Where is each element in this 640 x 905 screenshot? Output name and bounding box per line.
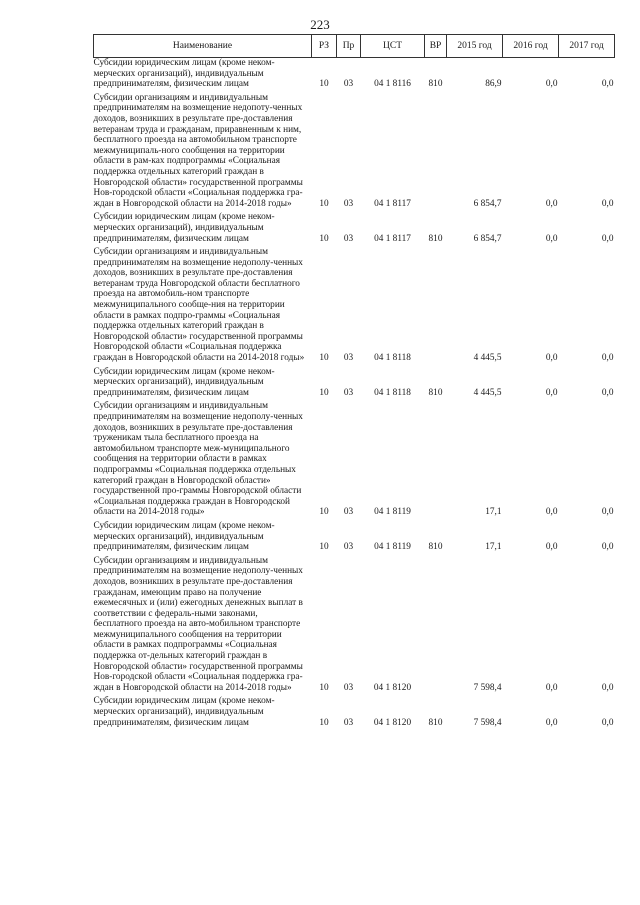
row-vr xyxy=(425,93,447,213)
row-pr: 03 xyxy=(343,717,354,728)
row-2017: 0,0 xyxy=(601,507,614,518)
row-rz: 10 xyxy=(319,198,329,209)
header-2017: 2017 год xyxy=(559,35,615,58)
row-rz: 10 xyxy=(319,682,329,693)
row-2015: 86,9 xyxy=(485,79,502,90)
row-pr: 03 xyxy=(343,79,354,90)
row-cst: 04 1 8117 xyxy=(374,233,411,244)
header-pr: Пр xyxy=(337,35,361,58)
page-number: 223 xyxy=(310,17,330,32)
table-row xyxy=(94,401,615,521)
row-pr: 03 xyxy=(343,233,354,244)
row-2015: 6 854,7 xyxy=(473,233,502,244)
header-rz: РЗ xyxy=(312,35,337,58)
row-2015: 4 445,5 xyxy=(473,353,502,364)
row-2016: 0,0 xyxy=(545,542,558,553)
row-2017: 0,0 xyxy=(601,387,614,398)
header-2015: 2015 год xyxy=(447,35,503,58)
row-2017: 0,0 xyxy=(601,233,614,244)
row-cst: 04 1 8117 xyxy=(374,198,411,209)
row-name: Субсидии организациям и индивидуальным предпринимателям на возмещение недопоту-ченных доходов, возникших в результате пре-доставления ветеранам труда и гражданам, приравненным к ним, бесплатного проезда на автомобильном транспорте межмуниципаль-ного сообщения на территории области в рам-ках подпрограммы «Социальная поддержка отдельных категорий граждан в Новгородской области» государственной программы Нов-городской области «Социальная поддержка гра-ждан в Новгородской области на 2014-2018 годы» xyxy=(93,92,303,209)
row-pr: 03 xyxy=(343,542,354,553)
row-rz: 10 xyxy=(319,353,329,364)
row-2017: 0,0 xyxy=(601,542,614,553)
row-rz: 10 xyxy=(319,233,329,244)
row-2016: 0,0 xyxy=(545,198,558,209)
row-name: Субсидии юридическим лицам (кроме неком-мерческих организаций), индивидуальным предпринимателям, физическим лицам xyxy=(93,520,275,553)
row-2016: 0,0 xyxy=(545,682,558,693)
row-rz: 10 xyxy=(319,717,329,728)
header-vr: ВР xyxy=(425,35,447,58)
row-name: Субсидии юридическим лицам (кроме неком-мерческих организаций), индивидуальным предпринимателям, физическим лицам xyxy=(93,212,275,244)
row-cst: 04 1 8118 xyxy=(374,387,411,398)
row-name: Субсидии юридическим лицам (кроме неком-мерческих организаций), индивидуальным предпринимателям, физическим лицам xyxy=(93,696,275,728)
row-vr: 810 xyxy=(428,717,443,728)
row-2015: 17,1 xyxy=(485,542,502,553)
row-rz: 10 xyxy=(319,79,329,90)
row-rz: 10 xyxy=(319,542,329,553)
row-pr: 03 xyxy=(343,507,354,518)
row-2015: 6 854,7 xyxy=(473,198,502,209)
table-row xyxy=(94,367,615,402)
row-cst: 04 1 8119 xyxy=(374,542,411,553)
row-name: Субсидии юридическим лицам (кроме неком-мерческих организаций), индивидуальным предпринимателям, физическим лицам xyxy=(93,58,275,90)
row-name: Субсидии юридическим лицам (кроме неком-мерческих организаций), индивидуальным предпринимателям, физическим лицам xyxy=(93,366,275,398)
row-cst: 04 1 8118 xyxy=(374,353,411,364)
table-row xyxy=(94,212,615,247)
row-pr: 03 xyxy=(343,353,354,364)
row-2016: 0,0 xyxy=(545,387,558,398)
row-vr xyxy=(425,247,447,367)
table-row xyxy=(94,247,615,367)
header-cst: ЦСТ xyxy=(361,35,425,58)
table-header-row xyxy=(94,35,615,58)
row-cst: 04 1 8116 xyxy=(374,79,411,90)
budget-table xyxy=(93,34,615,731)
table-row xyxy=(94,93,615,213)
row-vr: 810 xyxy=(428,233,443,244)
row-vr: 810 xyxy=(428,79,443,90)
row-vr xyxy=(425,556,447,697)
row-cst: 04 1 8120 xyxy=(373,717,412,728)
row-cst: 04 1 8119 xyxy=(374,507,411,518)
row-pr: 03 xyxy=(343,387,354,398)
row-2015: 7 598,4 xyxy=(473,717,502,728)
row-vr xyxy=(425,401,447,521)
table-row xyxy=(94,696,615,731)
header-name: Наименование xyxy=(94,35,312,58)
row-2017: 0,0 xyxy=(601,353,614,364)
row-rz: 10 xyxy=(319,387,329,398)
row-rz: 10 xyxy=(319,507,329,518)
table-row xyxy=(94,521,615,556)
row-name: Субсидии организациям и индивидуальным предпринимателям на возмещение недополу-ченных доходов, возникших в результате пре-доставления гражданам, имеющим право на получение ежемесячных и (или) ежегодных денежных выплат в соответствии с федераль-ными законами, бесплатного проезда на авто-мобильном транспорте межмуниципального сообщения на территории области в рамках подпрограммы «Социальная поддержка от-дельных категорий граждан в Новгородской области» государственной программы Нов-городской области «Социальная поддержка гра-ждан в Новгородской области на 2014-2018 годы» xyxy=(93,555,303,693)
row-2017: 0,0 xyxy=(601,682,614,693)
row-2016: 0,0 xyxy=(545,507,558,518)
row-vr: 810 xyxy=(428,387,443,398)
row-pr: 03 xyxy=(343,198,354,209)
row-2016: 0,0 xyxy=(545,79,558,90)
row-vr: 810 xyxy=(428,542,443,553)
table-row xyxy=(94,556,615,697)
row-2015: 4 445,5 xyxy=(473,387,502,398)
table-row xyxy=(94,58,615,93)
row-2015: 7 598,4 xyxy=(473,682,502,693)
row-name: Субсидии организациям и индивидуальным предпринимателям на возмещение недополу-ченных доходов, возникших в результате пре-доставления ветеранам труда Новгородской области бесплатного проезда на автомобиль-ном транспорте межмуниципального сообще-ния на территории области в рамках подпро-граммы «Социальная поддержка отдельных категорий граждан в Новгородской области» государственной программы Новгородской области «Социальная поддержка граждан в Новгородской области на 2014-2018 годы» xyxy=(93,247,305,364)
row-cst: 04 1 8120 xyxy=(373,682,412,693)
row-name: Субсидии организациям и индивидуальным предпринимателям на возмещение недополу-ченных доходов, возникших в результате пре-доставления труженикам тыла бесплатного проезда на автомобильном транспорте меж-муниципального сообщения на территории области в рамках подпрограммы «Социальная поддержка отдельных категорий граждан в Новгородской области» государственной про-граммы Новгородской области «Социальная поддержка граждан в Новгородской области на 2014-2018 годы» xyxy=(93,401,303,518)
header-2016: 2016 год xyxy=(503,35,559,58)
row-2016: 0,0 xyxy=(545,233,558,244)
row-2017: 0,0 xyxy=(601,198,614,209)
row-2017: 0,0 xyxy=(601,717,614,728)
row-2016: 0,0 xyxy=(545,353,558,364)
row-2017: 0,0 xyxy=(601,79,614,90)
row-2015: 17,1 xyxy=(485,507,502,518)
row-pr: 03 xyxy=(343,682,354,693)
row-2016: 0,0 xyxy=(545,717,558,728)
